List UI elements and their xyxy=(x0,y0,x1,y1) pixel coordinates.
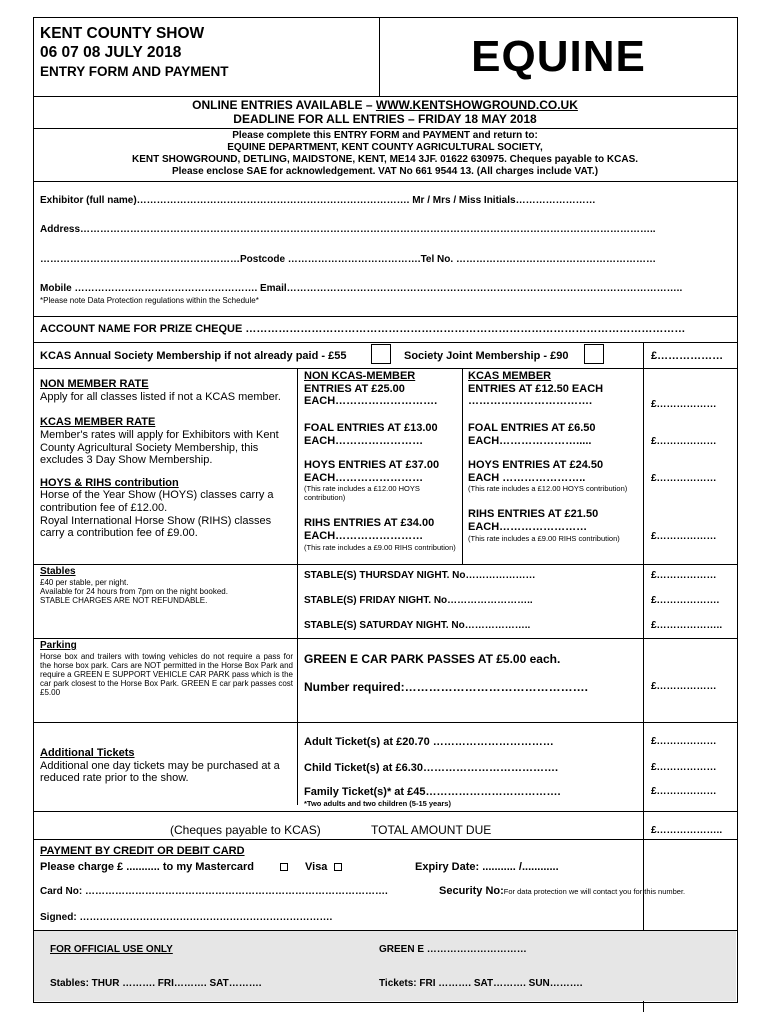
stable-thursday-field[interactable]: STABLE(S) THURSDAY NIGHT. No………………… xyxy=(304,570,536,581)
title-line-1: KENT COUNTY SHOW xyxy=(40,25,205,42)
nm-rihs-rate: RIHS ENTRIES AT £34.00 xyxy=(304,517,435,530)
m-hoys-rate: HOYS ENTRIES AT £24.50 xyxy=(468,459,604,472)
member-column xyxy=(468,370,640,543)
signature-field[interactable]: Signed: …………………………………………………………………. xyxy=(40,912,333,923)
stables-line-1: £40 per stable, per night. xyxy=(40,577,129,587)
rihs-text: Royal International Horse Show (RIHS) classes carry a contribution fee of £9.00. xyxy=(40,514,272,540)
show-title xyxy=(40,24,380,81)
member-text: Member's rates will apply for Exhibitors with Kent County Agricultural Society Membership, this excludes 3 Day Show Membership. xyxy=(40,428,279,467)
joint-membership-label: Society Joint Membership - £90 xyxy=(404,350,569,362)
total-label: TOTAL AMOUNT DUE xyxy=(371,823,492,837)
charge-amount-field[interactable]: Please charge £ ........... to my Mastercard xyxy=(40,861,254,873)
notice-line-2: EQUINE DEPARTMENT, KENT COUNTY AGRICULTURAL SOCIETY, xyxy=(227,142,543,153)
parking-text: Horse box and trailers with towing vehicles do not require a pass for the horse box park. Cars are NOT permitted in the Horse Box Park and require a GREEN E SUPPORT VEHICLE CAR PARK pass which is the car park closest to the Horse Box Park. GREEN E car park passes cost £5.00 xyxy=(40,651,293,698)
non-member-col-heading: NON KCAS-MEMBER xyxy=(304,370,416,382)
entry-form xyxy=(33,17,738,1003)
stables-info xyxy=(40,566,295,605)
member-col-heading: KCAS MEMBER xyxy=(468,370,552,382)
postcode-tel-field[interactable]: ……………………………………………………Postcode ………………………………….Tel No. …………………………………………………… xyxy=(40,254,656,265)
nm-rihs-field[interactable]: EACH…………………… xyxy=(304,530,424,543)
online-prefix: ONLINE ENTRIES AVAILABLE – xyxy=(192,98,376,112)
mobile-email-field[interactable]: Mobile ………………………………………………. Email……………………………………………………………………………………………………….. xyxy=(40,283,683,294)
membership-amount[interactable]: £……………… xyxy=(651,350,724,362)
hoys-text: Horse of the Year Show (HOYS) classes carry a contribution fee of £12.00. xyxy=(40,489,274,515)
security-note: For data protection we will contact you for this number. xyxy=(503,887,686,896)
hoys-heading: HOYS & RIHS contribution xyxy=(40,476,179,489)
non-member-heading: NON MEMBER RATE xyxy=(40,378,149,390)
non-member-text: Apply for all classes listed if not a KCAS member. xyxy=(40,390,281,403)
nm-foal-rate: FOAL ENTRIES AT £13.00 xyxy=(304,421,438,434)
m-foal-rate: FOAL ENTRIES AT £6.50 xyxy=(468,421,596,434)
official-use-panel xyxy=(34,930,736,1001)
m-rihs-rate: RIHS ENTRIES AT £21.50 xyxy=(468,508,599,521)
deadline: DEADLINE FOR ALL ENTRIES – FRIDAY 18 MAY 2018 xyxy=(233,112,537,126)
m-entries-rate: ENTRIES AT £12.50 EACH xyxy=(468,382,604,395)
member-heading: KCAS MEMBER RATE xyxy=(40,416,156,429)
stable-friday-amount[interactable]: £………………. xyxy=(651,595,720,606)
stable-thursday-amount[interactable]: £……………… xyxy=(651,570,717,581)
adult-ticket-amount[interactable]: £……………… xyxy=(651,736,717,747)
payment-heading: PAYMENT BY CREDIT OR DEBIT CARD xyxy=(40,845,245,857)
nm-hoys-field[interactable]: EACH…………………… xyxy=(304,471,424,484)
nm-rihs-note: (This rate includes a £9.00 RIHS contribution) xyxy=(304,542,456,552)
visa-label: Visa xyxy=(305,861,328,873)
family-ticket-amount[interactable]: £……………… xyxy=(651,786,717,797)
parking-amount[interactable]: £……………… xyxy=(651,681,717,692)
nm-entries-field[interactable]: EACH………………………. xyxy=(304,395,438,408)
stable-saturday-amount[interactable]: £……………….. xyxy=(651,620,723,631)
official-stables: Stables: THUR ………. FRI………. SAT………. xyxy=(50,978,262,989)
tickets-text: Additional one day tickets may be purchased at a reduced rate prior to the show. xyxy=(40,759,280,785)
security-number-field[interactable] xyxy=(439,885,685,897)
stables-line-2: Available for 24 hours from 7pm on the night booked. xyxy=(40,586,228,596)
m-hoys-note: (This rate includes a £12.00 HOYS contribution) xyxy=(468,484,628,494)
m-entries-field[interactable]: ……………………………. xyxy=(468,395,593,408)
nm-hoys-note: (This rate includes a £12.00 HOYS contribution) xyxy=(304,484,420,503)
security-label: Security No: xyxy=(439,885,504,897)
m-hoys-field[interactable]: EACH ………………….. xyxy=(468,471,586,484)
card-number-field[interactable]: Card No: ………………………………………………………………………………. xyxy=(40,886,388,897)
child-ticket-field[interactable]: Child Ticket(s) at £6.30………………………………. xyxy=(304,762,559,774)
total-amount[interactable]: £……………….. xyxy=(651,825,723,836)
online-notice xyxy=(34,98,736,126)
official-tickets: Tickets: FRI ………. SAT………. SUN………. xyxy=(379,978,583,989)
adult-ticket-field[interactable]: Adult Ticket(s) at £20.70 …………………………… xyxy=(304,736,554,748)
nm-foal-field[interactable]: EACH…………………… xyxy=(304,434,424,447)
entries-amount[interactable]: £……………… xyxy=(651,399,717,410)
parking-info xyxy=(40,640,293,697)
stables-line-3: STABLE CHARGES ARE NOT REFUNDABLE. xyxy=(40,595,208,605)
cheques-payable: (Cheques payable to KCAS) xyxy=(170,823,321,837)
m-rihs-note: (This rate includes a £9.00 RIHS contribution) xyxy=(468,533,620,543)
car-park-passes-label: GREEN E CAR PARK PASSES AT £5.00 each. xyxy=(304,652,561,666)
website-link[interactable]: WWW.KENTSHOWGROUND.CO.UK xyxy=(375,98,578,112)
data-protection-note: *Please note Data Protection regulations within the Schedule* xyxy=(40,296,259,305)
official-use-heading: FOR OFFICIAL USE ONLY xyxy=(50,944,173,955)
hoys-amount[interactable]: £……………… xyxy=(651,473,717,484)
tickets-info xyxy=(40,747,294,785)
rates-info xyxy=(40,378,290,540)
m-rihs-field[interactable]: EACH…………………… xyxy=(468,521,588,534)
car-park-number-field[interactable]: Number required:………………………………………. xyxy=(304,680,589,694)
child-ticket-amount[interactable]: £……………… xyxy=(651,762,717,773)
stables-heading: Stables xyxy=(40,566,76,577)
annual-membership-label: KCAS Annual Society Membership if not already paid - £55 xyxy=(40,350,347,362)
exhibitor-name-field[interactable]: Exhibitor (full name)………………………………………………………………………. Mr / Mrs / Miss Initials…………………… xyxy=(40,195,596,206)
annual-membership-checkbox[interactable] xyxy=(371,344,391,364)
visa-checkbox[interactable] xyxy=(334,863,342,871)
nm-hoys-rate: HOYS ENTRIES AT £37.00 xyxy=(304,459,440,472)
rihs-amount[interactable]: £……………… xyxy=(651,531,717,542)
joint-membership-checkbox[interactable] xyxy=(584,344,604,364)
expiry-date-field[interactable]: Expiry Date: ........... /............ xyxy=(415,861,559,873)
notice-line-3: KENT SHOWGROUND, DETLING, MAIDSTONE, KENT, ME14 3JF. 01622 630975. Cheques payable to KCAS. xyxy=(131,154,639,165)
nm-entries-rate: ENTRIES AT £25.00 xyxy=(304,382,405,395)
stable-saturday-field[interactable]: STABLE(S) SATURDAY NIGHT. No……………….. xyxy=(304,620,531,631)
notice-line-1: Please complete this ENTRY FORM and PAYMENT and return to: xyxy=(232,130,538,141)
return-address xyxy=(34,130,736,178)
m-foal-field[interactable]: EACH…………………..... xyxy=(468,434,592,447)
official-green-e: GREEN E ………………………… xyxy=(379,944,527,955)
title-line-2: 06 07 08 JULY 2018 xyxy=(40,44,182,61)
non-member-column xyxy=(304,370,460,552)
stable-friday-field[interactable]: STABLE(S) FRIDAY NIGHT. No…………………….. xyxy=(304,595,533,606)
mastercard-checkbox[interactable] xyxy=(280,863,288,871)
account-name-field[interactable]: ACCOUNT NAME FOR PRIZE CHEQUE ………………………………………………………………………………………………………… xyxy=(40,323,686,335)
notice-line-4: Please enclose SAE for acknowledgement. VAT No 661 9544 13. (All charges include VAT.) xyxy=(171,166,599,177)
address-field[interactable]: Address……………………………………………………………………………………………………………………………………………………….. xyxy=(40,224,656,235)
family-ticket-field[interactable]: Family Ticket(s)* at £45………………………………. xyxy=(304,786,561,798)
section-title: EQUINE xyxy=(471,32,646,81)
parking-heading: Parking xyxy=(40,640,77,651)
family-ticket-note: *Two adults and two children (5-15 years) xyxy=(304,799,451,808)
title-line-3: ENTRY FORM AND PAYMENT xyxy=(40,64,229,79)
foal-amount[interactable]: £……………… xyxy=(651,436,717,447)
tickets-heading: Additional Tickets xyxy=(40,747,135,759)
